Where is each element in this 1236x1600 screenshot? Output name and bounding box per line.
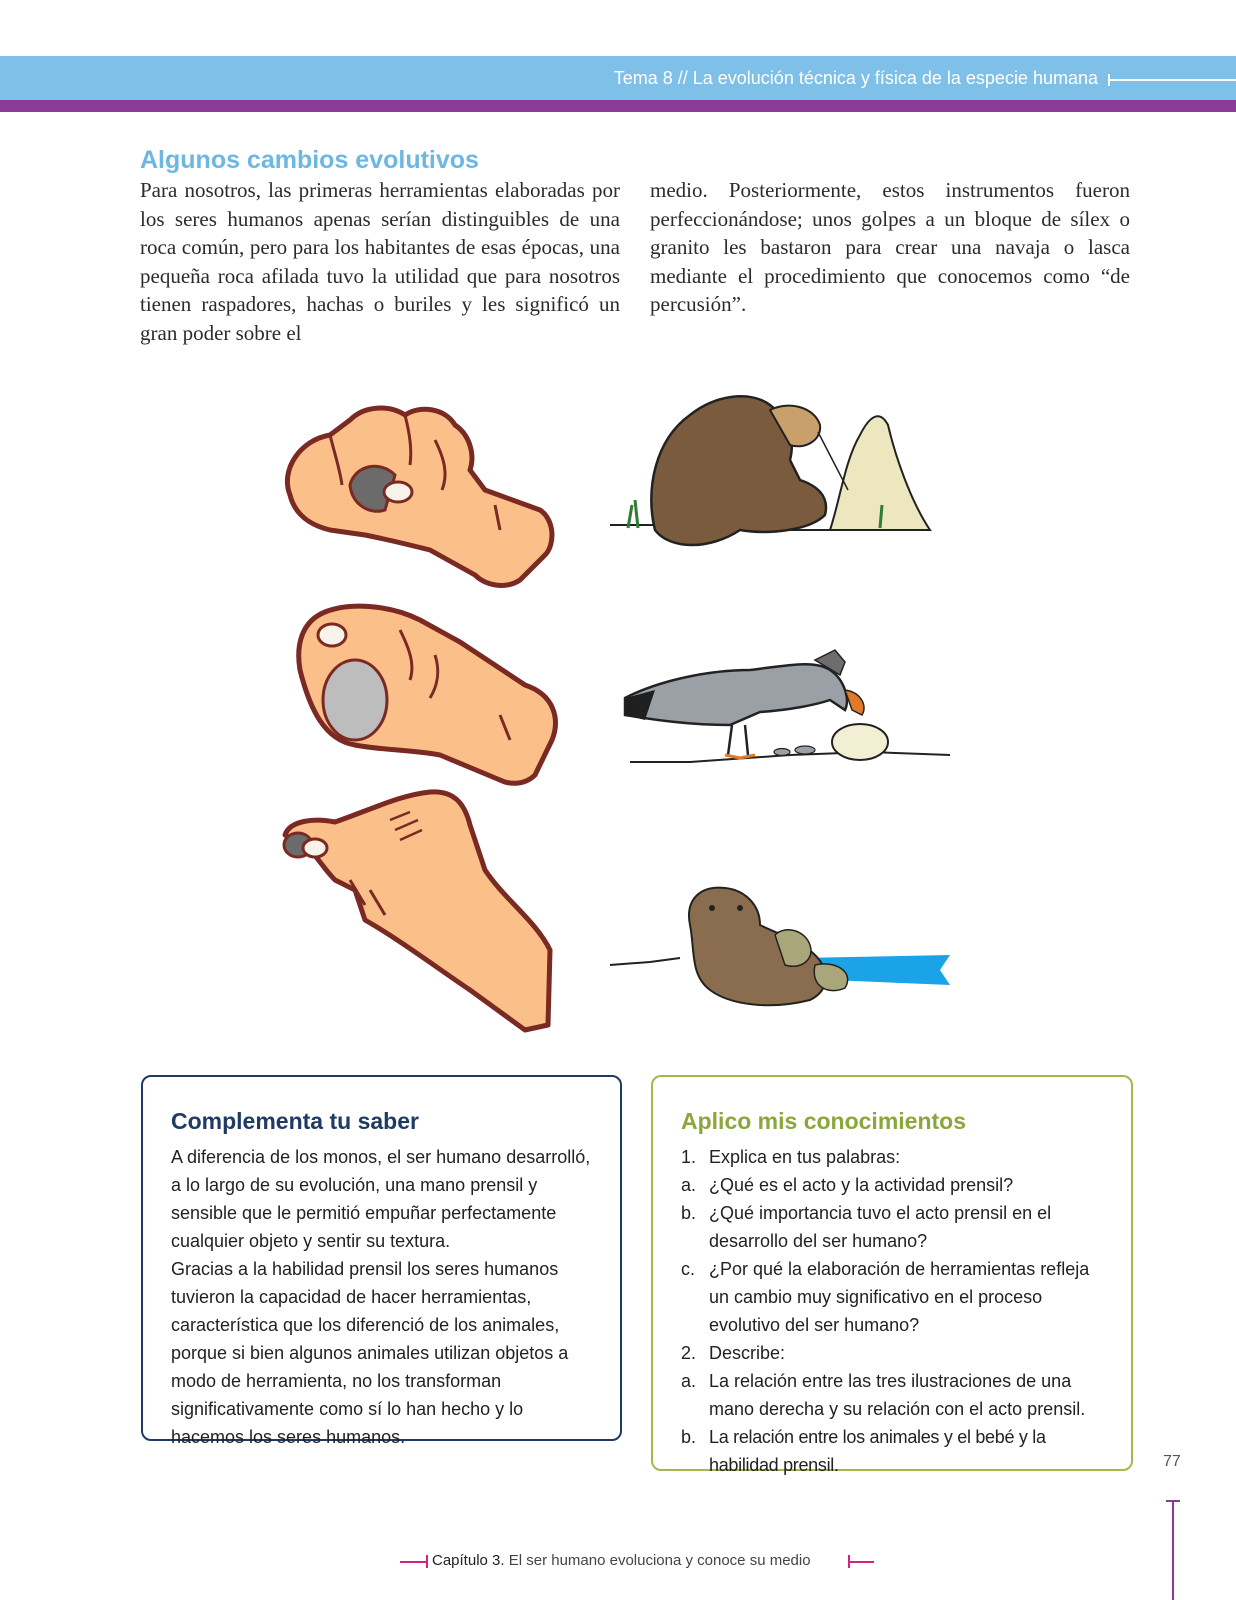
list-text: Explica en tus palabras: — [709, 1147, 901, 1167]
hand-grip-stone-illustration — [287, 408, 552, 585]
header-rule — [1108, 79, 1236, 81]
page-number: 77 — [1163, 1453, 1181, 1470]
complementa-title: Complementa tu saber — [171, 1108, 419, 1134]
list-text: ¿Por qué la elaboración de herramientas refleja un cambio muy significativo en el proceso evolutivo del ser humano? — [709, 1259, 1090, 1335]
body-column-right: medio. Posteriormente, estos instrumentos fueron perfeccionándose; unos golpes a un bloque de sílex o granito les bastaron para crear una navaja o lasca mediante el procedimiento que conocemos como “de percusión”. — [650, 178, 1130, 316]
footer-line-left — [400, 1561, 427, 1563]
footer-line-right — [850, 1561, 874, 1563]
header-title: Tema 8 // La evolución técnica y física de la especie humana — [613, 68, 1098, 88]
list-item — [681, 1423, 1111, 1479]
list-marker: b. — [681, 1203, 697, 1223]
list-item — [681, 1255, 1111, 1339]
complementa-paragraph-1: A diferencia de los monos, el ser humano desarrolló, a lo largo de su evolución, una mano prensil y sensible que le permitió empuñar perfectamente cualquier objeto y sentir su textura. — [171, 1147, 591, 1251]
footer-chapter-label: Capítulo 3. — [432, 1552, 505, 1569]
complementa-paragraph-2: Gracias a la habilidad prensil los seres humanos tuvieron la capacidad de hacer herramientas, característica que los diferenció de los animales, porque si bien algunos animales utilizan objetos a modo de herramienta, no los transforman significativamente como sí lo han hecho y lo hacemos los seres humanos. — [171, 1259, 569, 1447]
header-stripe — [0, 100, 1236, 112]
aplico-title: Aplico mis conocimientos — [681, 1108, 966, 1134]
list-marker: b. — [681, 1427, 697, 1447]
aplico-box — [651, 1075, 1133, 1475]
aplico-text — [681, 1143, 1111, 1479]
header-rule-tick — [1108, 74, 1110, 86]
list-text: La relación entre los animales y el bebé y la habilidad prensil. — [709, 1427, 1046, 1475]
list-marker: 1. — [681, 1147, 697, 1167]
hand-power-grip-illustration — [299, 606, 556, 783]
footer-tick-left — [426, 1555, 428, 1568]
list-text: Describe: — [709, 1343, 786, 1363]
list-text: La relación entre las tres ilustraciones de una mano derecha y su relación con el acto prensil. — [709, 1371, 1086, 1419]
sea-otter-illustration — [610, 888, 950, 1006]
complementa-box — [141, 1075, 622, 1447]
list-text: ¿Qué es el acto y la actividad prensil? — [709, 1175, 1014, 1195]
chimpanzee-illustration — [610, 396, 930, 545]
list-item — [681, 1339, 1111, 1367]
list-text: ¿Qué importancia tuvo el acto prensil en el desarrollo del ser humano? — [709, 1203, 1052, 1251]
list-item — [681, 1171, 1111, 1199]
list-marker: c. — [681, 1259, 696, 1279]
vulture-illustration — [625, 650, 950, 762]
list-marker: a. — [681, 1175, 697, 1195]
hand-pinch-grip-illustration — [284, 792, 550, 1030]
aplico-question-list — [681, 1143, 1111, 1479]
complementa-text — [171, 1143, 601, 1451]
footer — [400, 1550, 880, 1574]
footer-chapter-title: El ser humano evoluciona y conoce su medio — [508, 1552, 811, 1569]
page-rule-tick — [1166, 1500, 1180, 1502]
list-item — [681, 1199, 1111, 1255]
list-item — [681, 1367, 1111, 1423]
list-marker: a. — [681, 1371, 697, 1391]
illustrations — [270, 380, 1000, 1050]
footer-text — [432, 1552, 811, 1569]
list-item — [681, 1143, 1111, 1171]
body-column-left: Para nosotros, las primeras herramientas elaboradas por los seres humanos apenas serían distinguibles de una roca común, pero para los habitantes de esas épocas, una pequeña roca afilada tuvo la utilidad que para nosotros tienen raspadores, hachas o buriles y les significó un gran poder sobre el — [140, 178, 620, 345]
section-heading: Algunos cambios evolutivos — [140, 146, 479, 174]
list-marker: 2. — [681, 1343, 697, 1363]
page-rule — [1172, 1502, 1174, 1600]
